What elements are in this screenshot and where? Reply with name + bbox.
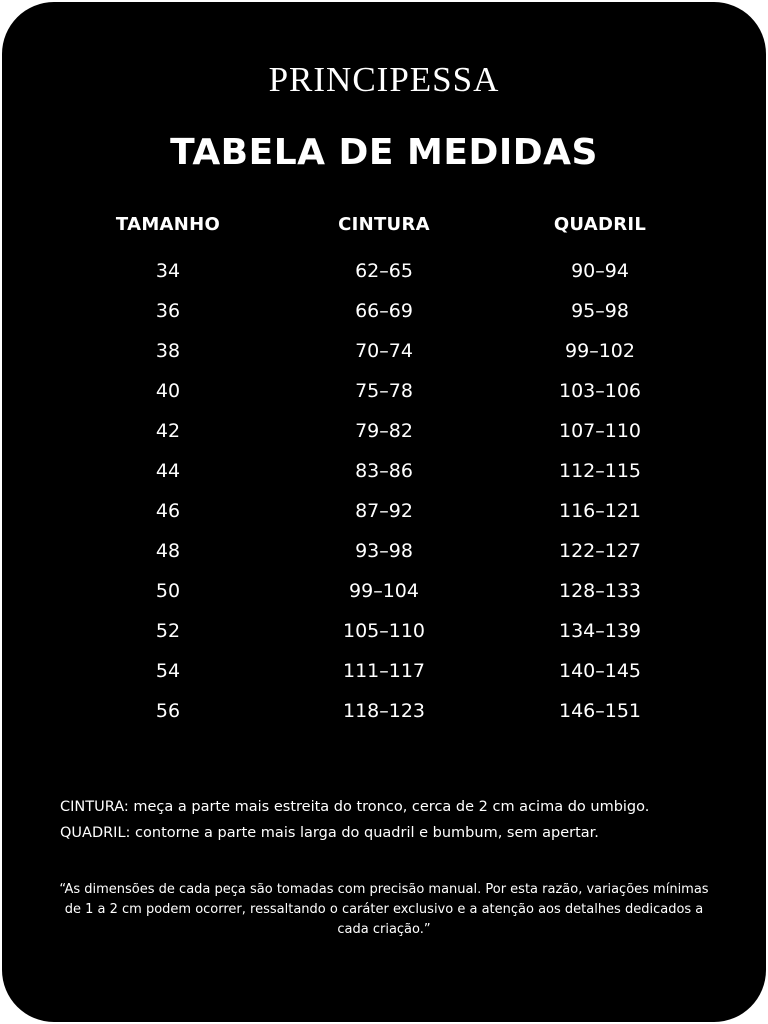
size-cell: 38 <box>155 340 181 362</box>
column-header-size: TAMANHO <box>115 214 221 235</box>
waist-cell: 62–65 <box>355 260 413 282</box>
page-title: TABELA DE MEDIDAS <box>170 132 598 173</box>
size-cell: 56 <box>155 700 181 722</box>
size-cell: 54 <box>155 660 181 682</box>
table-row <box>2 656 766 696</box>
waist-cell: 83–86 <box>355 460 413 482</box>
brand-logo: PRINCIPESSA <box>268 60 500 99</box>
table-header-row <box>2 210 766 240</box>
waist-cell: 75–78 <box>355 380 413 402</box>
waist-cell: 99–104 <box>349 580 419 602</box>
hip-cell: 140–145 <box>558 660 642 682</box>
table-row <box>2 616 766 656</box>
size-table <box>2 210 766 736</box>
table-row <box>2 296 766 336</box>
table-row <box>2 456 766 496</box>
waist-cell: 66–69 <box>355 300 413 322</box>
hip-cell: 107–110 <box>558 420 642 442</box>
size-chart-card <box>2 2 766 1022</box>
table-body <box>2 256 766 736</box>
hip-cell: 134–139 <box>558 620 642 642</box>
table-row <box>2 256 766 296</box>
hip-cell: 103–106 <box>558 380 642 402</box>
column-header-waist: CINTURA <box>338 214 430 235</box>
hip-cell: 122–127 <box>558 540 642 562</box>
table-row <box>2 576 766 616</box>
disclaimer-quote: “As dimensões de cada peça são tomadas com precisão manual. Por esta razão, variações mínimas de 1 a 2 cm podem ocorrer, ressaltando o caráter exclusivo e a atenção aos detalhes dedicados a cada criação.” <box>59 882 709 937</box>
size-cell: 46 <box>155 500 181 522</box>
size-cell: 48 <box>155 540 181 562</box>
hip-cell: 99–102 <box>565 340 635 362</box>
size-cell: 36 <box>155 300 181 322</box>
hip-cell: 128–133 <box>558 580 642 602</box>
hip-cell: 146–151 <box>558 700 642 722</box>
waist-cell: 87–92 <box>355 500 413 522</box>
size-cell: 34 <box>155 260 181 282</box>
hip-cell: 90–94 <box>571 260 629 282</box>
waist-cell: 79–82 <box>355 420 413 442</box>
table-row <box>2 536 766 576</box>
hip-cell: 95–98 <box>571 300 629 322</box>
measurement-notes <box>60 794 740 846</box>
hip-cell: 116–121 <box>558 500 642 522</box>
waist-note: CINTURA: meça a parte mais estreita do tronco, cerca de 2 cm acima do umbigo. <box>60 799 650 815</box>
table-row <box>2 496 766 536</box>
waist-cell: 105–110 <box>342 620 426 642</box>
hip-note: QUADRIL: contorne a parte mais larga do quadril e bumbum, sem apertar. <box>60 825 599 841</box>
waist-cell: 93–98 <box>355 540 413 562</box>
table-row <box>2 376 766 416</box>
waist-cell: 118–123 <box>342 700 426 722</box>
waist-cell: 111–117 <box>342 660 426 682</box>
table-row <box>2 416 766 456</box>
table-row <box>2 336 766 376</box>
column-header-hip: QUADRIL <box>553 214 647 235</box>
waist-cell: 70–74 <box>355 340 413 362</box>
table-row <box>2 696 766 736</box>
size-cell: 42 <box>155 420 181 442</box>
hip-cell: 112–115 <box>558 460 642 482</box>
size-cell: 52 <box>155 620 181 642</box>
size-cell: 50 <box>155 580 181 602</box>
size-cell: 40 <box>155 380 181 402</box>
size-cell: 44 <box>155 460 181 482</box>
